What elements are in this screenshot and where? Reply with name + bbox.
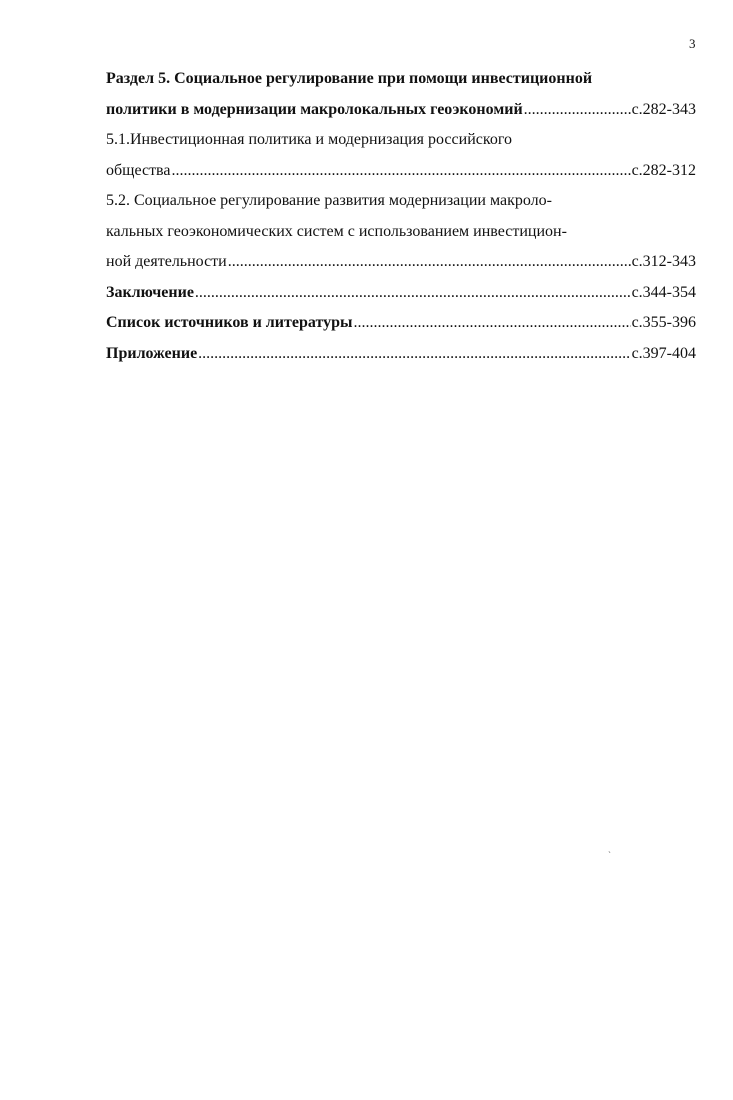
- toc-sub52-entry: [106, 247, 696, 278]
- toc-conclusion-entry: [106, 278, 696, 309]
- stray-mark: `: [608, 850, 611, 860]
- toc-sub51-entry: [106, 156, 696, 187]
- toc-section5-entry: [106, 95, 696, 126]
- toc-sub52-line3: ной деятельности: [106, 253, 227, 270]
- dot-leader: [228, 247, 631, 278]
- toc-sub52-pages: с.312-343: [631, 253, 696, 270]
- toc-sub52-line1: 5.2. Социальное регулирование развития модернизации макроло-: [106, 192, 552, 209]
- dot-leader: [353, 308, 630, 339]
- dot-leader: [195, 278, 631, 309]
- dot-leader: [524, 95, 631, 126]
- toc-appendix-entry: [106, 339, 696, 370]
- toc-conclusion-title: Заключение: [106, 283, 194, 301]
- toc-sources-pages: с.355-396: [631, 314, 696, 331]
- toc-section5-title-line2: политики в модернизации макролокальных геоэкономий: [106, 100, 523, 118]
- toc-sub52-line2: кальных геоэкономических систем с использованием инвестицион-: [106, 222, 567, 240]
- toc-sub51-pages: с.282-312: [631, 161, 696, 179]
- toc-section5-pages: с.282-343: [631, 100, 696, 118]
- toc-appendix-title: Приложение: [106, 344, 198, 362]
- dot-leader: [198, 339, 630, 370]
- toc-appendix-pages: с.397-404: [631, 344, 696, 362]
- toc-section5-title-line1: Раздел 5. Социальное регулирование при помощи инвестиционной: [106, 70, 593, 87]
- toc-sources-entry: [106, 308, 696, 339]
- toc-sub51-line2: общества: [106, 161, 171, 179]
- toc-sources-title: Список источников и литературы: [106, 314, 353, 331]
- page-number: 3: [689, 36, 696, 51]
- table-of-contents: [106, 64, 696, 369]
- dot-leader: [172, 156, 631, 187]
- toc-conclusion-pages: с.344-354: [631, 283, 696, 301]
- toc-sub51-line1: 5.1.Инвестиционная политика и модернизация российского: [106, 131, 512, 148]
